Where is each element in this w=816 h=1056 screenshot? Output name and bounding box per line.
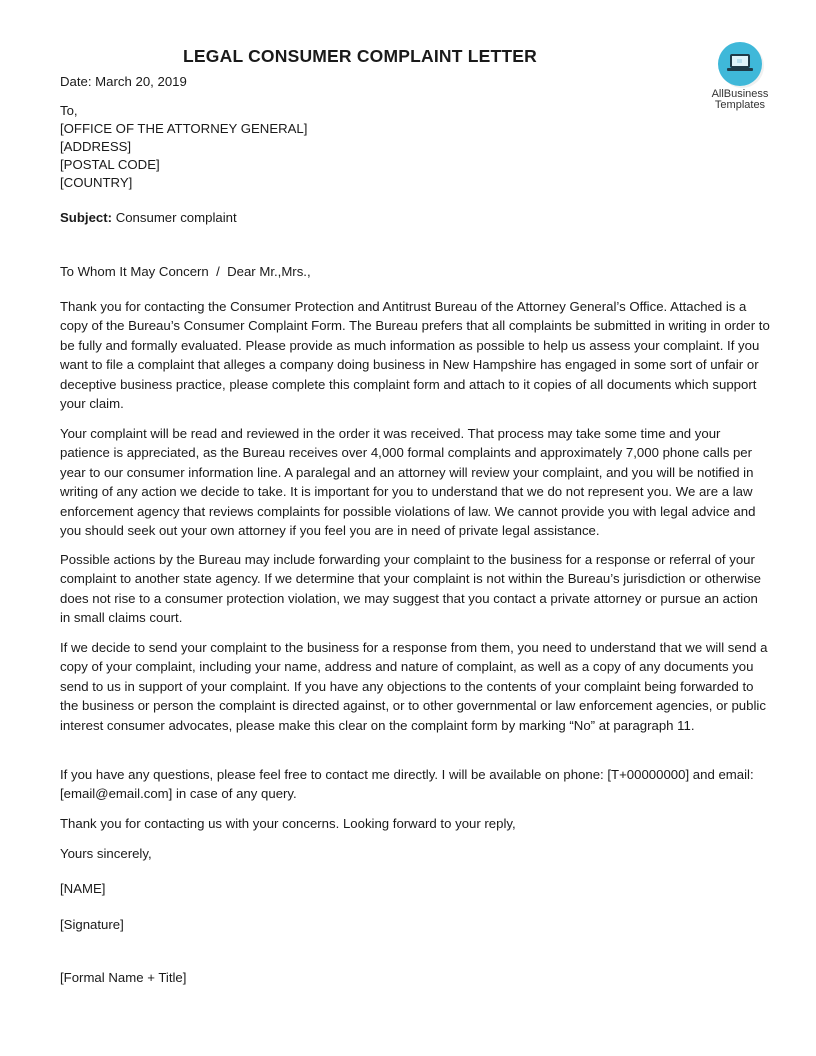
- paragraph-6: Thank you for contacting us with your concerns. Looking forward to your reply,: [60, 816, 516, 831]
- logo-line2: Templates: [714, 99, 766, 111]
- recipient-office: [OFFICE OF THE ATTORNEY GENERAL]: [60, 121, 308, 136]
- document-title-text: LEGAL CONSUMER COMPLAINT LETTER: [183, 46, 537, 66]
- letter-date: Date: March 20, 2019: [60, 74, 187, 89]
- closing: Yours sincerely,: [60, 846, 152, 861]
- signature-field: [Signature]: [60, 917, 124, 932]
- subject-value: Consumer complaint: [115, 210, 237, 225]
- laptop-screen: [730, 54, 750, 68]
- recipient-to: To,: [60, 103, 78, 118]
- recipient-country: [COUNTRY]: [60, 175, 133, 190]
- signature-name: [NAME]: [60, 881, 106, 896]
- formal-name-title: [Formal Name + Title]: [60, 970, 187, 985]
- subject-line: [60, 209, 237, 227]
- logo-line1: AllBusiness: [711, 88, 769, 100]
- laptop-icon: [718, 42, 762, 86]
- paragraph-2: Your complaint will be read and reviewed in the order it was received. That process may take some time and your patience is appreciated, as the Bureau receives over 4,000 formal complaints and approximately 7,000 phone calls per year to our consumer information line. A paralegal and an attorney will review your complaint, and you will be notified in writing of any action we decide to take. It is important for you to understand that we do not represent you. We are a law enforcement agency that reviews complaints for possible violations of law. We cannot provide you with legal advice and you should seek out your own attorney if you feel you are in need of private legal assistance.: [60, 426, 756, 539]
- paragraph-4: If we decide to send your complaint to the business for a response from them, you need to understand that we will send a copy of your complaint, including your name, address and nature of complaint, as well as a copy of any documents you send to us in support of your complaint. If you have any objections to the contents of your complaint being forwarded to the business or person the complaint is directed against, or to other governmental or law enforcement agencies, or public interest consumer advocates, please make this clear on the complaint form by marking “No” at paragraph 11.: [60, 640, 768, 733]
- document-title: [0, 46, 720, 67]
- paragraph-1: Thank you for contacting the Consumer Protection and Antitrust Bureau of the Attorney General’s Office. Attached is a copy of the Bureau’s Consumer Complaint Form. The Bureau prefers that all complaints be submitted in writing in order to be fully and formally evaluated. Please provide as much information as possible to help us assess your complaint. If you want to file a complaint that alleges a company doing business in New Hampshire has engaged in some sort of unfair or deceptive business practice, please complete this complaint form and attach to it copies of all documents which support your claim.: [60, 299, 770, 412]
- recipient-address: [ADDRESS]: [60, 139, 132, 154]
- paragraph-5: If you have any questions, please feel free to contact me directly. I will be available on phone: [T+00000000] and email: [email@email.com] in case of any query.: [60, 767, 754, 802]
- recipient-postal-code: [POSTAL CODE]: [60, 157, 160, 172]
- paragraph-3: Possible actions by the Bureau may include forwarding your complaint to the business for a response or referral of your complaint to another state agency. If we determine that your complaint is not within the Bureau’s jurisdiction or otherwise does not rise to a consumer protection violation, we may suggest that you contact a private attorney or pursue an action in small claims court.: [60, 552, 762, 626]
- subject-label: Subject:: [60, 210, 113, 225]
- allbusiness-templates-logo: [704, 42, 776, 111]
- salutation: To Whom It May Concern / Dear Mr.,Mrs.,: [60, 264, 311, 279]
- laptop-base: [727, 68, 753, 71]
- logo-text: [704, 89, 776, 111]
